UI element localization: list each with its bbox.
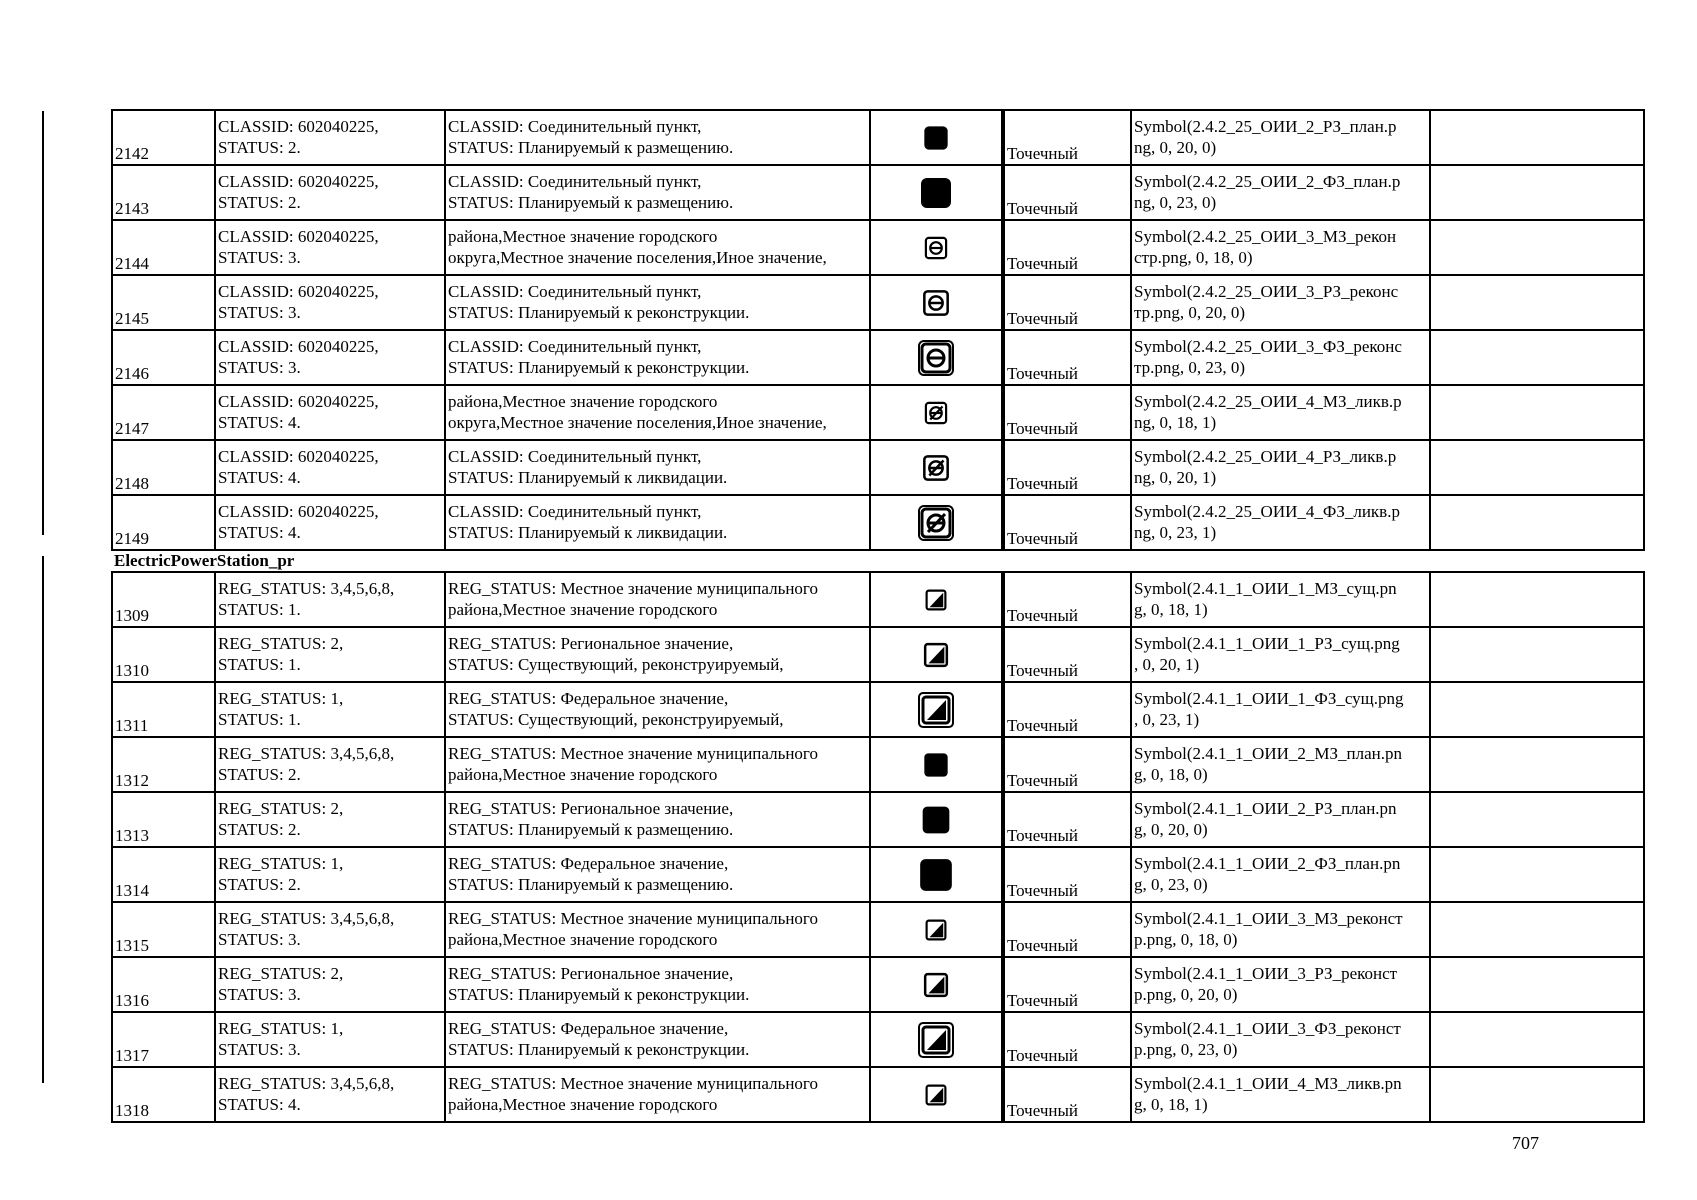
row-symbol-line: g, 0, 23, 0)	[1134, 875, 1208, 894]
row-description-line: STATUS: Планируемый к реконструкции.	[448, 985, 750, 1004]
row-description-line: STATUS: Планируемый к размещению.	[448, 193, 734, 212]
table-row	[112, 165, 1644, 220]
row-extra	[1430, 847, 1644, 902]
row-symbol-line: Symbol(2.4.1_1_ОИИ_3_РЗ_реконст	[1134, 964, 1398, 983]
row-symbol-line: ng, 0, 20, 1)	[1134, 468, 1217, 487]
row-symbol-line: , 0, 20, 1)	[1134, 655, 1200, 674]
row-code-line: CLASSID: 602040225,	[218, 392, 379, 411]
liquidate-medium-icon	[870, 440, 1003, 495]
row-code-line: STATUS: 3.	[218, 248, 301, 267]
row-description-line: REG_STATUS: Местное значение муниципального	[448, 909, 818, 928]
row-description-line: REG_STATUS: Местное значение муниципального	[448, 579, 818, 598]
row-description-line: REG_STATUS: Местное значение муниципального	[448, 744, 818, 763]
table-row	[112, 847, 1644, 902]
station-liquidate-small-icon	[870, 1067, 1003, 1122]
row-description-line: REG_STATUS: Федеральное значение,	[448, 854, 729, 873]
row-geometry-type: Точечный	[1003, 1067, 1131, 1122]
row-id: 1310	[112, 627, 215, 682]
row-description-line: CLASSID: Соединительный пункт,	[448, 282, 702, 301]
row-code	[215, 737, 445, 792]
row-id: 2144	[112, 220, 215, 275]
row-id: 1318	[112, 1067, 215, 1122]
row-description-line: CLASSID: Соединительный пункт,	[448, 172, 702, 191]
row-extra	[1430, 440, 1644, 495]
row-description-line: района,Местное значение городского	[448, 765, 718, 784]
row-symbol-line: g, 0, 20, 0)	[1134, 820, 1208, 839]
row-description-line: STATUS: Существующий, реконструируемый,	[448, 655, 784, 674]
station-existing-small-icon	[870, 572, 1003, 627]
row-id: 1316	[112, 957, 215, 1012]
table-row	[112, 737, 1644, 792]
liquidate-small-icon	[870, 385, 1003, 440]
row-description	[445, 902, 870, 957]
row-description-line: STATUS: Планируемый к реконструкции.	[448, 303, 750, 322]
row-symbol-definition	[1131, 330, 1430, 385]
station-planned-small-icon	[870, 737, 1003, 792]
row-description	[445, 627, 870, 682]
row-code	[215, 385, 445, 440]
row-symbol-line: Symbol(2.4.1_1_ОИИ_3_МЗ_реконст	[1134, 909, 1403, 928]
row-code	[215, 627, 445, 682]
row-description-line: района,Местное значение городского	[448, 227, 718, 246]
row-symbol-definition	[1131, 847, 1430, 902]
row-extra	[1430, 495, 1644, 550]
reconstruct-medium-icon	[870, 275, 1003, 330]
row-code-line: CLASSID: 602040225,	[218, 282, 379, 301]
row-description-line: STATUS: Планируемый к ликвидации.	[448, 523, 728, 542]
row-code-line: STATUS: 4.	[218, 468, 301, 487]
table-row	[112, 627, 1644, 682]
row-extra	[1430, 572, 1644, 627]
row-geometry-type: Точечный	[1003, 110, 1131, 165]
row-extra	[1430, 165, 1644, 220]
row-code-line: STATUS: 2.	[218, 193, 301, 212]
symbol-table	[111, 109, 1645, 1123]
row-description	[445, 1012, 870, 1067]
row-symbol-line: ng, 0, 23, 0)	[1134, 193, 1217, 212]
row-geometry-type: Точечный	[1003, 957, 1131, 1012]
page-number: 707	[1512, 1133, 1539, 1153]
row-description	[445, 1067, 870, 1122]
row-code-line: STATUS: 2.	[218, 820, 301, 839]
station-existing-large-icon	[870, 682, 1003, 737]
row-code	[215, 572, 445, 627]
row-symbol-line: Symbol(2.4.1_1_ОИИ_1_ФЗ_сущ.png	[1134, 689, 1404, 708]
row-geometry-type: Точечный	[1003, 220, 1131, 275]
row-code	[215, 792, 445, 847]
row-code-line: STATUS: 3.	[218, 303, 301, 322]
row-symbol-line: g, 0, 18, 1)	[1134, 600, 1208, 619]
row-id: 2142	[112, 110, 215, 165]
square-filled-small-icon	[870, 110, 1003, 165]
row-description-line: STATUS: Планируемый к реконструкции.	[448, 1040, 750, 1059]
row-symbol-line: Symbol(2.4.1_1_ОИИ_4_МЗ_ликв.pn	[1134, 1074, 1402, 1093]
row-symbol-line: ng, 0, 18, 1)	[1134, 413, 1217, 432]
row-symbol-definition	[1131, 627, 1430, 682]
row-geometry-type: Точечный	[1003, 682, 1131, 737]
row-geometry-type: Точечный	[1003, 165, 1131, 220]
row-symbol-line: Symbol(2.4.2_25_ОИИ_4_МЗ_ликв.p	[1134, 392, 1402, 411]
station-planned-large-icon	[870, 847, 1003, 902]
table-row	[112, 495, 1644, 550]
row-code-line: REG_STATUS: 2,	[218, 799, 344, 818]
row-id: 1311	[112, 682, 215, 737]
station-existing-medium-icon	[870, 627, 1003, 682]
row-extra	[1430, 957, 1644, 1012]
row-code-line: CLASSID: 602040225,	[218, 337, 379, 356]
row-symbol-line: тр.png, 0, 23, 0)	[1134, 358, 1246, 377]
row-symbol-line: р.png, 0, 23, 0)	[1134, 1040, 1238, 1059]
row-code-line: STATUS: 3.	[218, 1040, 301, 1059]
table-row	[112, 902, 1644, 957]
row-extra	[1430, 110, 1644, 165]
row-symbol-line: стр.png, 0, 18, 0)	[1134, 248, 1253, 267]
row-description-line: STATUS: Планируемый к размещению.	[448, 875, 734, 894]
row-code-line: REG_STATUS: 3,4,5,6,8,	[218, 1074, 395, 1093]
row-code	[215, 275, 445, 330]
row-code-line: STATUS: 2.	[218, 138, 301, 157]
row-code-line: STATUS: 4.	[218, 413, 301, 432]
row-id: 1312	[112, 737, 215, 792]
row-code-line: REG_STATUS: 2,	[218, 964, 344, 983]
row-description-line: REG_STATUS: Местное значение муниципального	[448, 1074, 818, 1093]
row-code-line: REG_STATUS: 1,	[218, 689, 344, 708]
margin-line-bottom	[42, 556, 44, 1083]
table-row	[112, 572, 1644, 627]
row-symbol-line: Symbol(2.4.2_25_ОИИ_3_МЗ_рекон	[1134, 227, 1397, 246]
row-id: 2149	[112, 495, 215, 550]
row-description-line: CLASSID: Соединительный пункт,	[448, 502, 702, 521]
row-geometry-type: Точечный	[1003, 572, 1131, 627]
row-extra	[1430, 330, 1644, 385]
row-description	[445, 165, 870, 220]
table-row	[112, 220, 1644, 275]
table-row	[112, 1067, 1644, 1122]
row-symbol-definition	[1131, 737, 1430, 792]
row-geometry-type: Точечный	[1003, 330, 1131, 385]
row-id: 2143	[112, 165, 215, 220]
row-symbol-line: тр.png, 0, 20, 0)	[1134, 303, 1246, 322]
row-geometry-type: Точечный	[1003, 1012, 1131, 1067]
row-description	[445, 792, 870, 847]
margin-line-top	[42, 111, 44, 535]
row-symbol-line: Symbol(2.4.2_25_ОИИ_4_ФЗ_ликв.p	[1134, 502, 1400, 521]
liquidate-large-icon	[870, 495, 1003, 550]
station-planned-medium-icon	[870, 792, 1003, 847]
row-symbol-definition	[1131, 110, 1430, 165]
row-extra	[1430, 902, 1644, 957]
row-symbol-line: Symbol(2.4.2_25_ОИИ_2_РЗ_план.p	[1134, 117, 1397, 136]
row-extra	[1430, 792, 1644, 847]
row-id: 1309	[112, 572, 215, 627]
reconstruct-small-icon	[870, 220, 1003, 275]
row-code	[215, 495, 445, 550]
row-symbol-definition	[1131, 572, 1430, 627]
row-description	[445, 330, 870, 385]
row-geometry-type: Точечный	[1003, 792, 1131, 847]
row-code-line: STATUS: 4.	[218, 1095, 301, 1114]
row-description-line: округа,Местное значение поселения,Иное значение,	[448, 248, 827, 267]
row-id: 1314	[112, 847, 215, 902]
row-geometry-type: Точечный	[1003, 275, 1131, 330]
row-description-line: REG_STATUS: Региональное значение,	[448, 799, 734, 818]
row-symbol-definition	[1131, 165, 1430, 220]
row-description	[445, 110, 870, 165]
row-extra	[1430, 1067, 1644, 1122]
row-description	[445, 275, 870, 330]
row-code	[215, 440, 445, 495]
row-description-line: STATUS: Планируемый к размещению.	[448, 820, 734, 839]
row-description-line: STATUS: Планируемый к ликвидации.	[448, 468, 728, 487]
row-symbol-line: ng, 0, 20, 0)	[1134, 138, 1217, 157]
row-description-line: REG_STATUS: Федеральное значение,	[448, 689, 729, 708]
row-description-line: округа,Местное значение поселения,Иное значение,	[448, 413, 827, 432]
section-title: ElectricPowerStation_pr	[112, 550, 1644, 572]
row-description-line: района,Местное значение городского	[448, 930, 718, 949]
row-id: 2145	[112, 275, 215, 330]
section-row	[112, 550, 1644, 572]
row-code	[215, 957, 445, 1012]
station-reconstruct-large-icon	[870, 1012, 1003, 1067]
table-row	[112, 957, 1644, 1012]
row-geometry-type: Точечный	[1003, 902, 1131, 957]
row-code	[215, 1067, 445, 1122]
row-description-line: CLASSID: Соединительный пункт,	[448, 447, 702, 466]
row-description-line: REG_STATUS: Федеральное значение,	[448, 1019, 729, 1038]
row-geometry-type: Точечный	[1003, 440, 1131, 495]
reconstruct-large-icon	[870, 330, 1003, 385]
row-code	[215, 110, 445, 165]
table-row	[112, 110, 1644, 165]
row-id: 1315	[112, 902, 215, 957]
table-row	[112, 1012, 1644, 1067]
row-code-line: CLASSID: 602040225,	[218, 502, 379, 521]
row-extra	[1430, 220, 1644, 275]
row-code-line: STATUS: 1.	[218, 600, 301, 619]
row-description	[445, 385, 870, 440]
row-code-line: STATUS: 3.	[218, 985, 301, 1004]
row-symbol-line: ng, 0, 23, 1)	[1134, 523, 1217, 542]
row-description-line: района,Местное значение городского	[448, 1095, 718, 1114]
row-symbol-definition	[1131, 682, 1430, 737]
row-symbol-definition	[1131, 495, 1430, 550]
row-description	[445, 847, 870, 902]
row-extra	[1430, 275, 1644, 330]
row-symbol-definition	[1131, 1067, 1430, 1122]
row-code	[215, 1012, 445, 1067]
group1-body	[112, 110, 1644, 550]
row-description-line: района,Местное значение городского	[448, 600, 718, 619]
row-description-line: STATUS: Существующий, реконструируемый,	[448, 710, 784, 729]
row-code	[215, 330, 445, 385]
table-row	[112, 385, 1644, 440]
row-code-line: REG_STATUS: 3,4,5,6,8,	[218, 909, 395, 928]
row-extra	[1430, 385, 1644, 440]
row-symbol-definition	[1131, 275, 1430, 330]
row-symbol-line: Symbol(2.4.2_25_ОИИ_2_ФЗ_план.p	[1134, 172, 1401, 191]
row-symbol-definition	[1131, 1012, 1430, 1067]
row-extra	[1430, 627, 1644, 682]
row-code-line: CLASSID: 602040225,	[218, 172, 379, 191]
table-row	[112, 330, 1644, 385]
row-symbol-definition	[1131, 385, 1430, 440]
row-code	[215, 220, 445, 275]
row-extra	[1430, 1012, 1644, 1067]
row-code-line: REG_STATUS: 2,	[218, 634, 344, 653]
row-extra	[1430, 682, 1644, 737]
row-symbol-line: g, 0, 18, 0)	[1134, 765, 1208, 784]
row-symbol-line: Symbol(2.4.1_1_ОИИ_2_РЗ_план.pn	[1134, 799, 1397, 818]
row-symbol-line: , 0, 23, 1)	[1134, 710, 1200, 729]
row-symbol-line: Symbol(2.4.1_1_ОИИ_1_МЗ_сущ.pn	[1134, 579, 1397, 598]
row-id: 2148	[112, 440, 215, 495]
row-id: 2147	[112, 385, 215, 440]
row-symbol-line: Symbol(2.4.2_25_ОИИ_4_РЗ_ликв.p	[1134, 447, 1397, 466]
row-description-line: REG_STATUS: Региональное значение,	[448, 634, 734, 653]
row-code	[215, 682, 445, 737]
row-code-line: STATUS: 2.	[218, 875, 301, 894]
station-reconstruct-small-icon	[870, 902, 1003, 957]
row-code-line: CLASSID: 602040225,	[218, 227, 379, 246]
row-code-line: STATUS: 3.	[218, 358, 301, 377]
row-code-line: STATUS: 4.	[218, 523, 301, 542]
row-symbol-definition	[1131, 220, 1430, 275]
table-row	[112, 440, 1644, 495]
row-code-line: STATUS: 2.	[218, 765, 301, 784]
row-code-line: REG_STATUS: 1,	[218, 1019, 344, 1038]
row-id: 1313	[112, 792, 215, 847]
row-extra	[1430, 737, 1644, 792]
row-description	[445, 440, 870, 495]
row-description	[445, 572, 870, 627]
row-code	[215, 165, 445, 220]
row-description-line: REG_STATUS: Региональное значение,	[448, 964, 734, 983]
row-description-line: CLASSID: Соединительный пункт,	[448, 117, 702, 136]
row-symbol-line: g, 0, 18, 1)	[1134, 1095, 1208, 1114]
row-code-line: REG_STATUS: 3,4,5,6,8,	[218, 744, 395, 763]
row-description-line: STATUS: Планируемый к размещению.	[448, 138, 734, 157]
row-symbol-line: Symbol(2.4.1_1_ОИИ_3_ФЗ_реконст	[1134, 1019, 1401, 1038]
row-symbol-definition	[1131, 440, 1430, 495]
row-symbol-line: Symbol(2.4.1_1_ОИИ_2_ФЗ_план.pn	[1134, 854, 1401, 873]
row-id: 2146	[112, 330, 215, 385]
row-code-line: STATUS: 1.	[218, 710, 301, 729]
row-symbol-line: р.png, 0, 20, 0)	[1134, 985, 1238, 1004]
row-code-line: REG_STATUS: 1,	[218, 854, 344, 873]
row-description	[445, 495, 870, 550]
row-geometry-type: Точечный	[1003, 495, 1131, 550]
row-description	[445, 957, 870, 1012]
row-symbol-line: Symbol(2.4.1_1_ОИИ_1_РЗ_сущ.png	[1134, 634, 1400, 653]
table-row	[112, 275, 1644, 330]
row-code-line: CLASSID: 602040225,	[218, 447, 379, 466]
row-symbol-definition	[1131, 957, 1430, 1012]
row-code	[215, 847, 445, 902]
row-description	[445, 737, 870, 792]
row-code	[215, 902, 445, 957]
table-row	[112, 682, 1644, 737]
group2-body	[112, 572, 1644, 1122]
row-symbol-line: Symbol(2.4.2_25_ОИИ_3_РЗ_реконс	[1134, 282, 1399, 301]
row-description-line: CLASSID: Соединительный пункт,	[448, 337, 702, 356]
table-row	[112, 792, 1644, 847]
row-symbol-line: р.png, 0, 18, 0)	[1134, 930, 1238, 949]
row-id: 1317	[112, 1012, 215, 1067]
row-code-line: CLASSID: 602040225,	[218, 117, 379, 136]
row-description	[445, 682, 870, 737]
row-geometry-type: Точечный	[1003, 627, 1131, 682]
row-code-line: STATUS: 3.	[218, 930, 301, 949]
row-geometry-type: Точечный	[1003, 385, 1131, 440]
row-description	[445, 220, 870, 275]
square-filled-large-icon	[870, 165, 1003, 220]
row-symbol-line: Symbol(2.4.1_1_ОИИ_2_МЗ_план.pn	[1134, 744, 1402, 763]
station-reconstruct-medium-icon	[870, 957, 1003, 1012]
row-symbol-definition	[1131, 902, 1430, 957]
row-description-line: STATUS: Планируемый к реконструкции.	[448, 358, 750, 377]
row-geometry-type: Точечный	[1003, 737, 1131, 792]
row-symbol-definition	[1131, 792, 1430, 847]
row-code-line: REG_STATUS: 3,4,5,6,8,	[218, 579, 395, 598]
row-description-line: района,Местное значение городского	[448, 392, 718, 411]
row-symbol-line: Symbol(2.4.2_25_ОИИ_3_ФЗ_реконс	[1134, 337, 1402, 356]
row-geometry-type: Точечный	[1003, 847, 1131, 902]
row-code-line: STATUS: 1.	[218, 655, 301, 674]
